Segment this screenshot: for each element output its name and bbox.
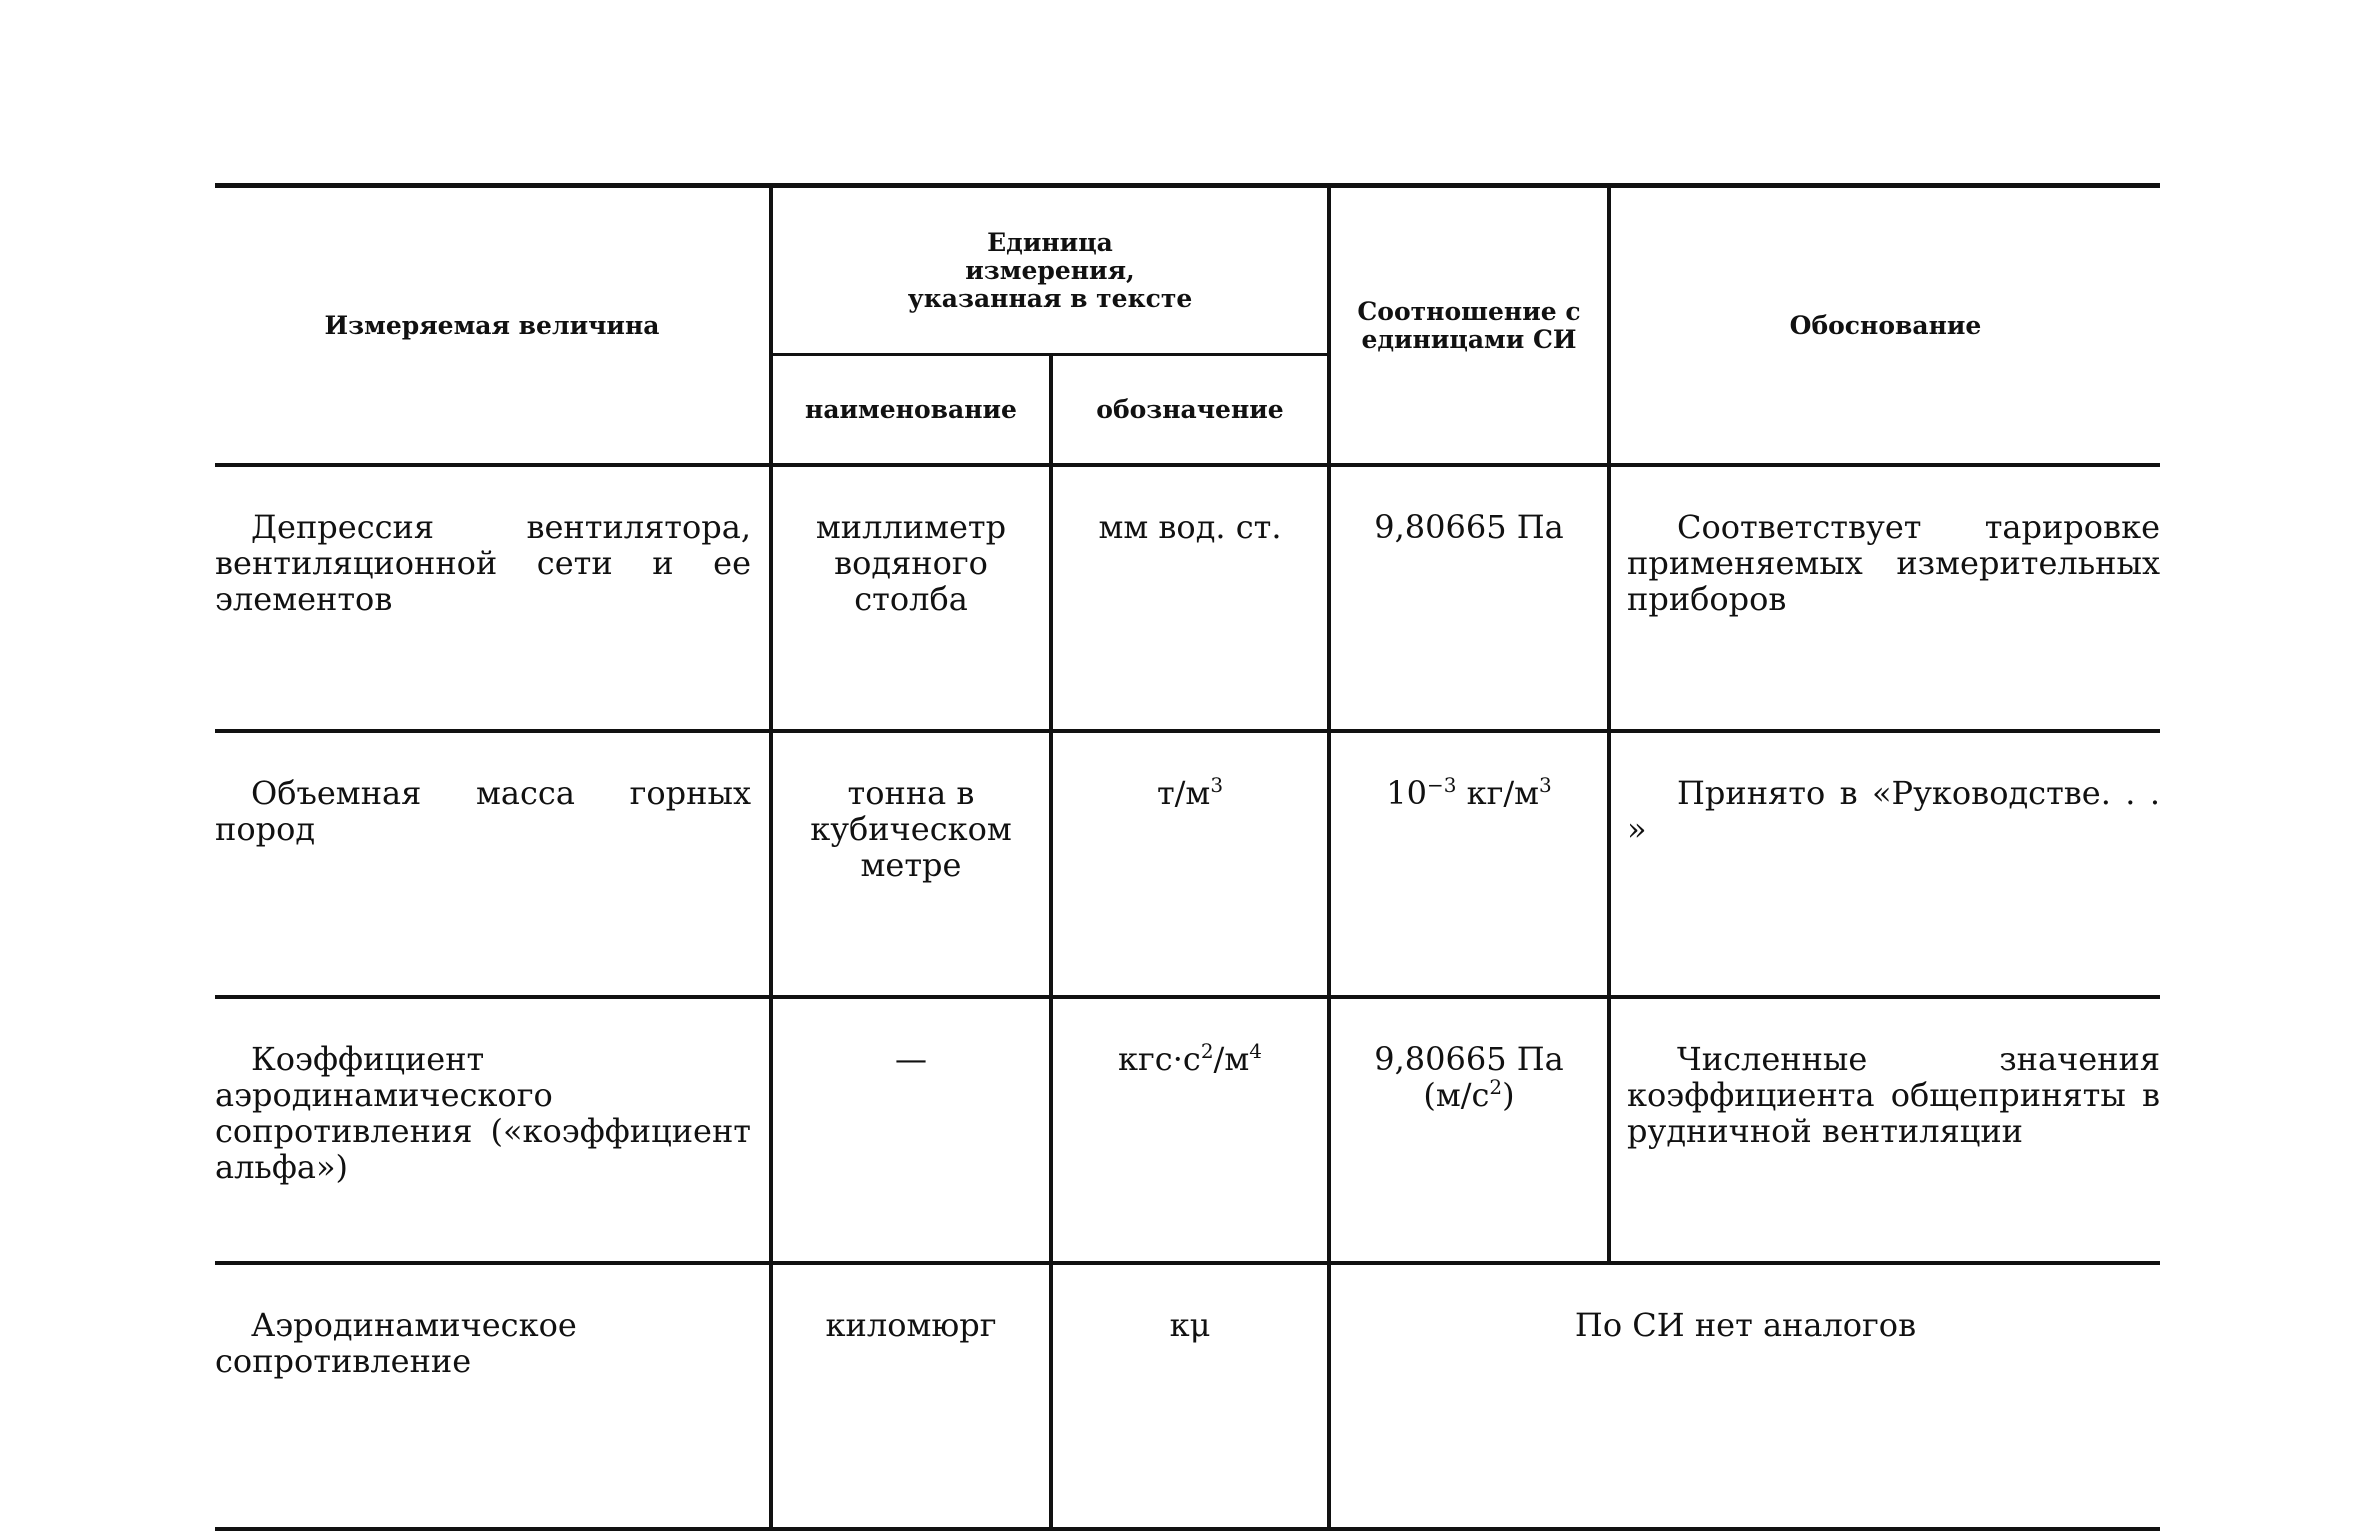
si-unit-exponent: 2 — [1489, 1075, 1503, 1099]
unit-symbol-text: /м — [1213, 1040, 1250, 1078]
header-justification: Обоснование — [1609, 186, 2160, 466]
table-row — [215, 731, 2160, 997]
unit-symbol-text: кгс·с — [1118, 1040, 1201, 1078]
cell-justification — [1609, 731, 2160, 997]
unit-name-text: миллиметр водяного столба — [815, 508, 1007, 618]
header-quantity: Измеряемая величина — [215, 186, 771, 466]
cell-quantity — [215, 731, 771, 997]
si-unit-text: ) — [1502, 1076, 1515, 1114]
cell-quantity — [215, 997, 771, 1263]
table-row — [215, 997, 2160, 1263]
cell-justification — [1609, 465, 2160, 731]
cell-unit-name — [771, 731, 1051, 997]
unit-symbol-exponent: 2 — [1200, 1039, 1214, 1063]
justification-text: Принято в «Руководстве. . . » — [1627, 774, 2160, 848]
header-unit-group-label: Единица измерения, указанная в тексте — [907, 227, 1193, 313]
header-row — [215, 186, 2160, 355]
quantity-text: Аэродинамическое сопротивление — [215, 1306, 577, 1380]
si-unit-exponent: 3 — [1539, 773, 1552, 797]
cell-unit-symbol: мм вод. ст. — [1051, 465, 1329, 731]
quantity-text: Объемная масса горных пород — [215, 774, 751, 848]
cell-unit-symbol — [1051, 731, 1329, 997]
si-unit-text: (м/с — [1423, 1076, 1490, 1114]
unit-symbol-text: т/м — [1156, 774, 1211, 812]
cell-quantity — [215, 1263, 771, 1529]
cell-justification — [1609, 997, 2160, 1263]
cell-quantity — [215, 465, 771, 731]
header-unit-name: наименование — [771, 355, 1051, 466]
table-row — [215, 465, 2160, 731]
cell-si-relation — [1329, 997, 1609, 1263]
cell-si-relation — [1329, 731, 1609, 997]
quantity-text: Депрессия вентилятора, вентиляционной сети и ее элементов — [215, 508, 751, 618]
table-row — [215, 1263, 2160, 1529]
cell-unit-symbol: кμ — [1051, 1263, 1329, 1529]
header-si-relation — [1329, 186, 1609, 466]
justification-text: Численные значения коэффициента общеприняты в рудничной вентиляции — [1627, 1040, 2160, 1150]
unit-symbol-exponent: 3 — [1210, 773, 1224, 797]
cell-merged-note: По СИ нет аналогов — [1329, 1263, 2160, 1529]
si-base-text: 10 — [1386, 774, 1427, 812]
si-unit-text: кг/м — [1456, 774, 1540, 812]
header-unit-group — [771, 186, 1329, 355]
cell-si-relation: 9,80665 Па — [1329, 465, 1609, 731]
quantity-text: Коэффициент аэродинамического сопротивления («коэффициент альфа») — [215, 1040, 751, 1186]
unit-name-text: тонна в кубическом метре — [810, 774, 1012, 884]
si-value-line — [1331, 1077, 1607, 1113]
units-table — [215, 183, 2160, 1531]
cell-unit-name: — — [771, 997, 1051, 1263]
si-value-line: 9,80665 Па — [1374, 1040, 1564, 1078]
cell-unit-name — [771, 465, 1051, 731]
unit-symbol-exponent: 4 — [1249, 1039, 1262, 1063]
justification-text: Соответствует тарировке применяемых измерительных приборов — [1627, 508, 2160, 618]
si-exponent: −3 — [1426, 773, 1457, 797]
header-si-relation-label: Соотношение с единицами СИ — [1357, 296, 1581, 354]
cell-unit-name: киломюрг — [771, 1263, 1051, 1529]
header-unit-symbol: обозначение — [1051, 355, 1329, 466]
cell-unit-symbol — [1051, 997, 1329, 1263]
